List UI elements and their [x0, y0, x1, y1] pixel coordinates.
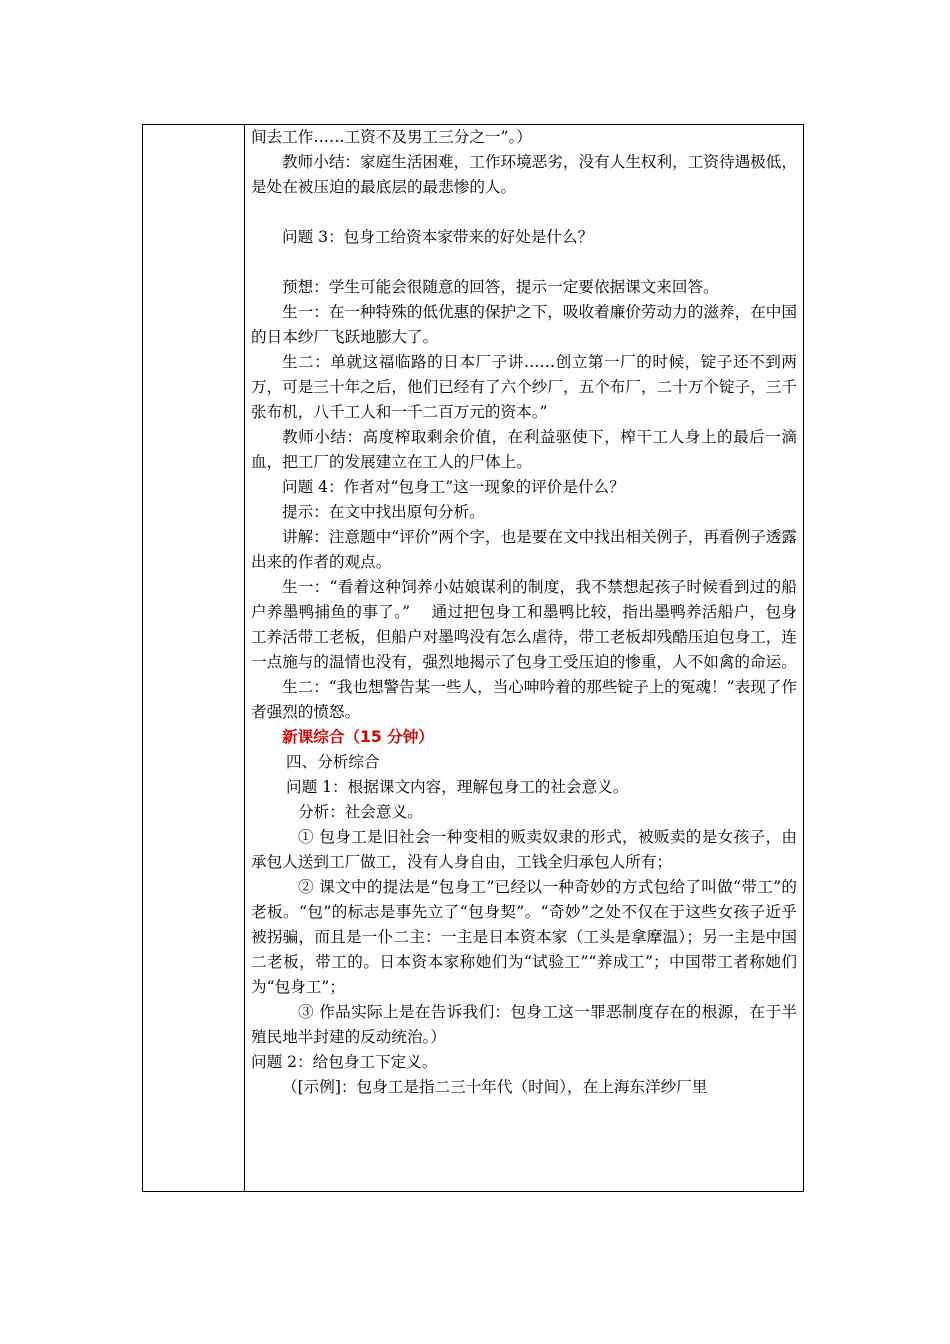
section-heading: 新课综合（15 分钟）	[282, 728, 434, 746]
hint: 提示：在文中找出原句分析。	[282, 503, 485, 521]
question-1: 问题 1：根据课文内容，理解包身工的社会意义。	[286, 778, 629, 796]
student-answer-4: 生二：“我也想警告某一些人，当心呻吟着的那些锭子上的冤魂！”表现了作者强烈的愤怒。	[251, 678, 797, 721]
point-2: ② 课文中的提法是“包身工”已经以一种奇妙的方式包给了叫做“带工”的老板。“包”的标志是事先立了“包身契”。“奇妙”之处不仅在于这些女孩子近乎被拐骗，而且是一仆二主：一主是日本资本家（工头是拿摩温）；另一主是中国二老板，带工的。日本资本家称她们为“试验工”“养成工”；中国带工者称她们为“包身工”；	[251, 878, 797, 996]
student-answer-1: 生一：在一种特殊的低优惠的保护之下，吸收着廉价劳动力的滋养，在中国的日本纱厂飞跃地膨大了。	[251, 303, 797, 346]
table-left-column	[143, 125, 245, 1191]
question-3: 问题 3：包身工给资本家带来的好处是什么？	[282, 228, 594, 246]
explanation: 讲解：注意题中“评价”两个字，也是要在文中找出相关例子，再看例子透露出来的作者的观点。	[251, 528, 797, 571]
table-content-cell	[245, 125, 803, 1191]
lesson-table	[142, 124, 804, 1192]
text-line: 间去工作……工资不及男工三分之一”。）	[251, 128, 532, 146]
point-1: ① 包身工是旧社会一种变相的贩卖奴隶的形式，被贩卖的是女孩子，由承包人送到工厂做工，没有人身自由，工钱全归承包人所有；	[251, 828, 797, 871]
anticipation: 预想：学生可能会很随意的回答，提示一定要依据课文来回答。	[282, 278, 719, 296]
student-answer-3: 生一：“看着这种饲养小姑娘谋利的制度，我不禁想起孩子时候看到过的船户养墨鸭捕鱼的事了。” 通过把包身工和墨鸭比较，指出墨鸭养活船户，包身工养活带工老板，但船户对墨鸣没有怎么虐待，带工老板却残酷压迫包身工，连一点施与的温情也没有，强烈地揭示了包身工受压迫的惨重，人不如禽的命运。	[251, 578, 797, 671]
analysis: 分析：社会意义。	[298, 803, 423, 821]
example-line: （[示例]：包身工是指二三十年代（时间），在上海东洋纱厂里	[282, 1078, 708, 1096]
point-3: ③ 作品实际上是在告诉我们：包身工这一罪恶制度存在的根源，在于半殖民地半封建的反动统治。）	[251, 1003, 797, 1046]
teacher-summary-1: 教师小结：家庭生活困难，工作环境恶劣，没有人生权利，工资待遇极低，是处在被压迫的最底层的最悲惨的人。	[251, 153, 797, 196]
question-4: 问题 4：作者对“包身工”这一现象的评价是什么？	[282, 478, 625, 496]
teacher-summary-2: 教师小结：高度榨取剩余价值，在利益驱使下，榨干工人身上的最后一滴血，把工厂的发展建立在工人的尸体上。	[251, 428, 797, 471]
section-title: 四、分析综合	[286, 753, 380, 771]
question-2: 问题 2：给包身工下定义。	[251, 1053, 438, 1071]
student-answer-2: 生二：单就这福临路的日本厂子讲……创立第一厂的时候，锭子还不到两万，可是三十年之后，他们已经有了六个纱厂，五个布厂，二十万个锭子，三千张布机，八千工人和一千二百万元的资本。”	[251, 353, 797, 421]
